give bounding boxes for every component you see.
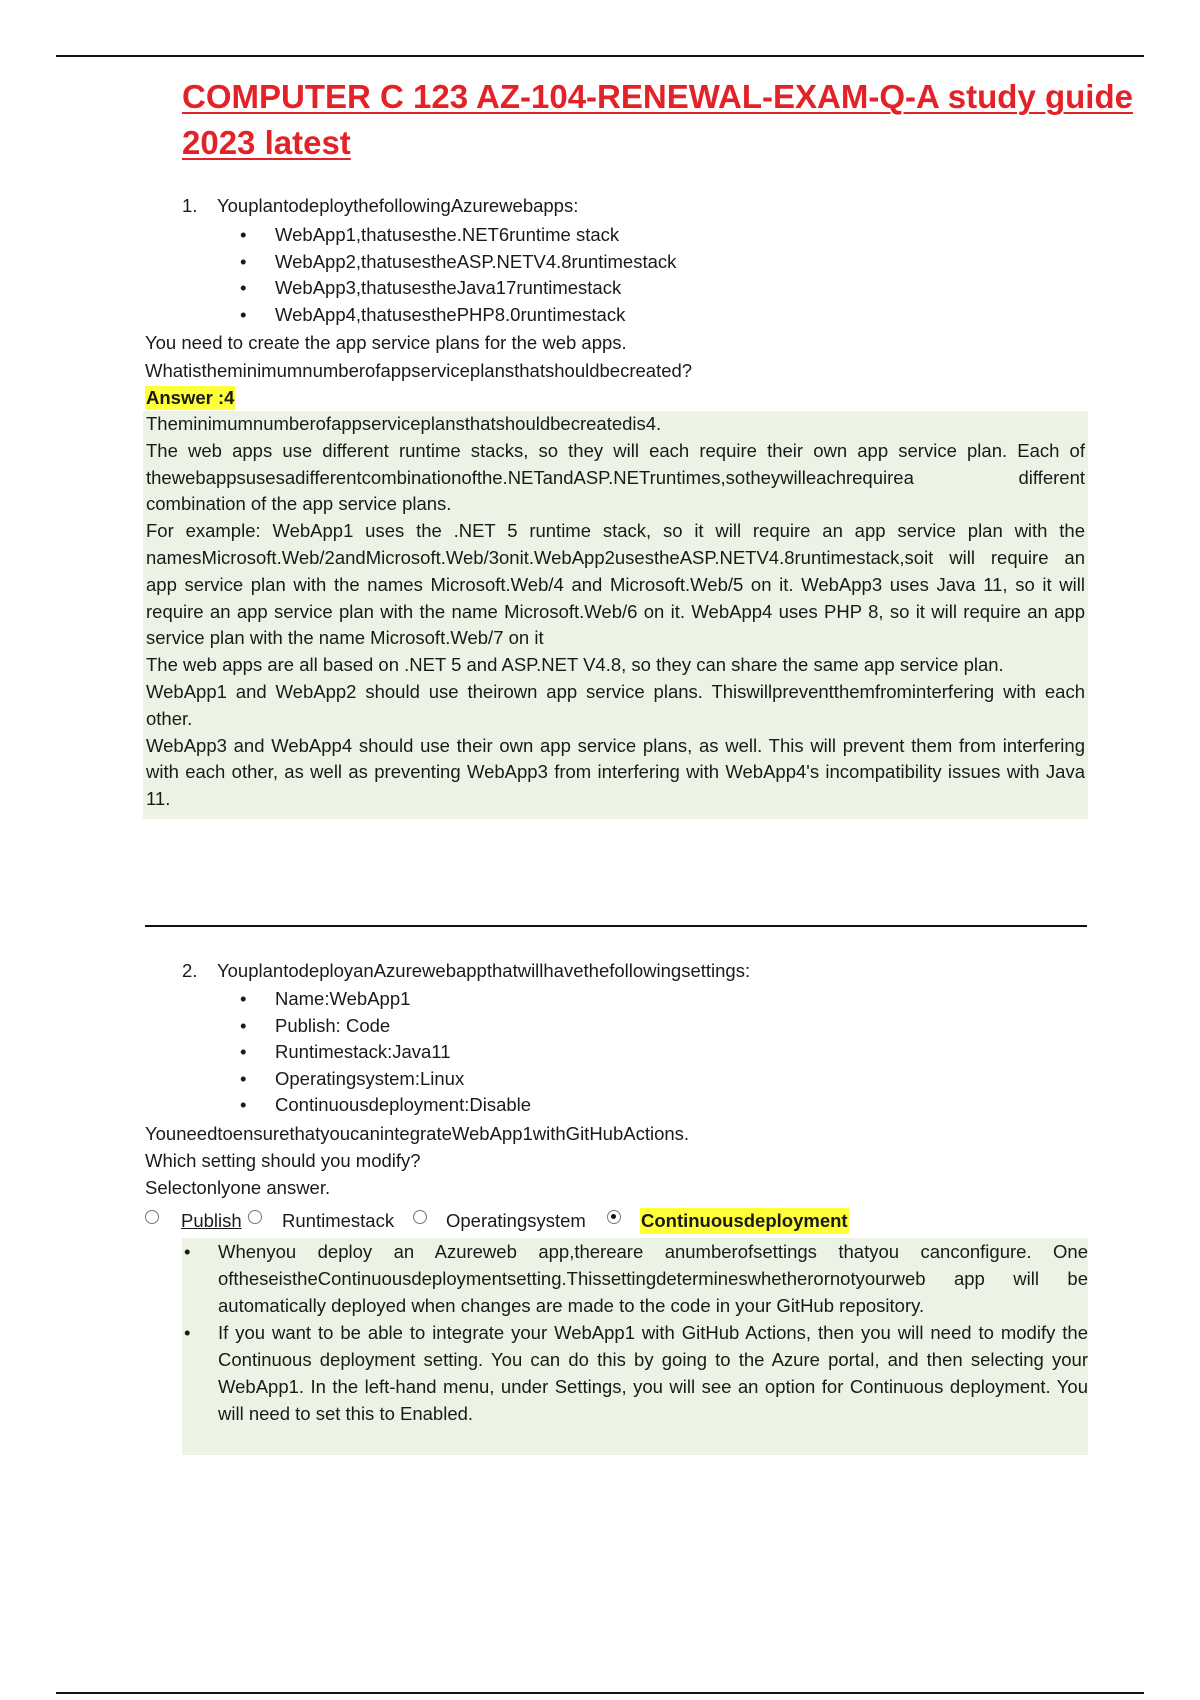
q2-explanation-item: • Whenyou deploy an Azureweb app,thereare anumberofsettings thatyou canconfigure. One oftheseistheContinuousdeploymentsetting.Thissettingdetermineswhetherornotyourweb app will be automatically deployed when changes are made to the code in your GitHub repository. (182, 1238, 1088, 1319)
q1-bullet: • WebApp2,thatusestheASP.NETV4.8runtimestack (240, 249, 676, 276)
q1-explanation-para: The web apps are all based on .NET 5 and ASP.NET V4.8, so they can share the same app service plan. (146, 654, 1004, 676)
top-rule (56, 55, 1144, 57)
answer-options (145, 1208, 1105, 1238)
option-label: Runtimestack (282, 1210, 395, 1231)
option-operatingsystem[interactable] (413, 1208, 586, 1234)
q1-bullet: • WebApp1,thatusesthe.NET6runtime stack (240, 222, 676, 249)
q1-explanation-para: WebApp3 and WebApp4 should use their own app service plans, as well. This will prevent them from interfering with each other, as well as preventing WebApp3 from interfering with WebApp4's incompatibility issues with Java 11. (146, 734, 1085, 810)
q1-explanation-para: WebApp1 and WebApp2 should use theirown app service plans. Thiswillpreventthemfrominterfering with each other. (146, 680, 1085, 729)
q1-bullet-list (240, 222, 676, 328)
q2-prompt (182, 958, 750, 984)
q2-line3: Selectonlyone answer. (145, 1177, 331, 1198)
option-runtimestack[interactable] (248, 1208, 394, 1234)
radio-continuousdeployment-selected[interactable] (607, 1210, 621, 1224)
q1-line2: Whatistheminimumnumberofappserviceplansthatshouldbecreated? (145, 360, 693, 381)
q1-prompt (182, 193, 578, 219)
q2-line2: Which setting should you modify? (145, 1150, 421, 1171)
q2-prompt-text: YouplantodeployanAzurewebappthatwillhavethefollowingsettings: (217, 960, 751, 981)
q1-line1: You need to create the app service plans for the web apps. (145, 332, 627, 353)
q1-bullet: • WebApp3,thatusestheJava17runtimestack (240, 275, 676, 302)
q2-bullet: • Runtimestack:Java11 (240, 1039, 531, 1066)
radio-operatingsystem[interactable] (413, 1210, 427, 1224)
radio-runtimestack[interactable] (248, 1210, 262, 1224)
bottom-rule (56, 1692, 1144, 1694)
q2-bullet-list (240, 986, 531, 1119)
q1-prompt-text: YouplantodeploythefollowingAzurewebapps: (217, 195, 579, 216)
q1-explanation-para: The web apps use different runtime stacks, so they will each require their own app service plan. Each of thewebappsusesadifferentcombinationofthe.NETandASP.NETruntimes,sotheywilleachrequirea different combination of the app service plans. (146, 439, 1085, 515)
q1-answer: Answer :4 (146, 387, 235, 408)
option-publish[interactable] (145, 1208, 242, 1234)
q2-bullet: • Continuousdeployment:Disable (240, 1092, 531, 1119)
q2-bullet: • Name:WebApp1 (240, 986, 531, 1013)
option-label: Publish (181, 1210, 242, 1231)
option-label: Operatingsystem (446, 1210, 586, 1231)
section-divider (145, 925, 1087, 927)
q2-line1: YouneedtoensurethatyoucanintegrateWebApp1withGitHubActions. (145, 1123, 690, 1144)
option-continuousdeployment[interactable] (607, 1208, 849, 1234)
q1-explanation (143, 411, 1088, 819)
q1-explanation-para: For example: WebApp1 uses the .NET 5 runtime stack, so it will require an app service plan with the namesMicrosoft.Web/2andMicrosoft.Web/3onit.WebApp2usestheASP.NETV4.8runtimestack,soit will require an app service plan with the names Microsoft.Web/4 and Microsoft.Web/5 on it. WebApp3 uses Java 11, so it will require an app service plan with the name Microsoft.Web/6 on it. WebApp4 uses PHP 8, so it will require an app service plan with the name Microsoft.Web/7 on it (146, 520, 1085, 649)
q1-number: 1. (182, 195, 198, 216)
q2-bullet: • Publish: Code (240, 1013, 531, 1040)
q2-number: 2. (182, 960, 198, 981)
radio-publish[interactable] (145, 1210, 159, 1224)
q1-bullet: • WebApp4,thatusesthePHP8.0runtimestack (240, 302, 676, 329)
q2-explanation (182, 1238, 1088, 1455)
q1-explanation-para: Theminimumnumberofappserviceplansthatshouldbecreatedis4. (146, 413, 662, 434)
q2-bullet: • Operatingsystem:Linux (240, 1066, 531, 1093)
q2-explanation-item: • If you want to be able to integrate your WebApp1 with GitHub Actions, then you will need to modify the Continuous deployment setting. You can do this by going to the Azure portal, and then selecting your WebApp1. In the left-hand menu, under Settings, you will see an option for Continuous deployment. You will need to set this to Enabled. (182, 1319, 1088, 1427)
document-title: COMPUTER C 123 AZ-104-RENEWAL-EXAM-Q-A study guide 2023 latest (182, 78, 1133, 161)
option-label: Continuousdeployment (640, 1208, 849, 1234)
